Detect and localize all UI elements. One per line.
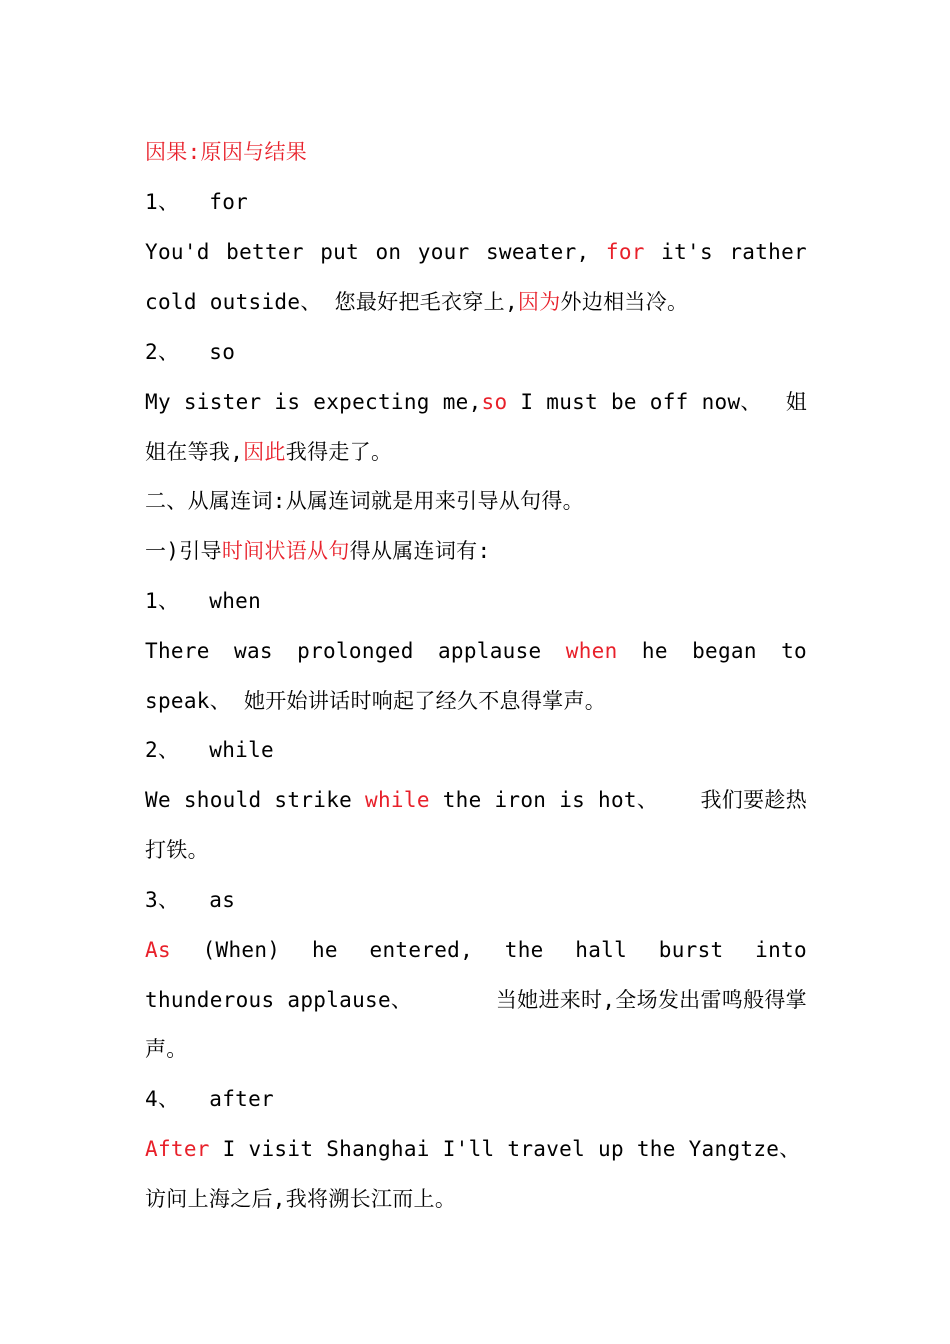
item-heading-for [145, 187, 807, 217]
text: 得从属连词有: [349, 539, 491, 563]
highlighted-keyword: so [481, 390, 508, 414]
word: burst [658, 938, 724, 962]
word: the [504, 938, 544, 962]
word: There [145, 639, 210, 663]
word: on [375, 240, 402, 264]
highlighted-keyword: As [145, 938, 171, 962]
word: your [417, 240, 470, 264]
word: hall [575, 938, 628, 962]
text: cold outside、 您最好把毛衣穿上, [145, 290, 518, 314]
item-keyword: while [209, 738, 274, 762]
highlighted-keyword: 因为 [517, 290, 561, 314]
example-sentence-for [145, 237, 807, 267]
item-keyword: so [209, 340, 236, 364]
item-heading-so [145, 337, 807, 367]
text: thunderous applause、 [145, 988, 413, 1012]
text: 当她进来时,全场发出雷鸣般得掌 [495, 988, 807, 1012]
item-keyword: for [209, 190, 249, 214]
example-sentence-while [145, 785, 807, 815]
highlighted-keyword: when [565, 639, 618, 663]
word: applause [437, 639, 542, 663]
word: put [320, 240, 360, 264]
item-number: 1、 [145, 589, 180, 613]
example-translation-as [145, 985, 807, 1015]
example-translation-when: speak、 她开始讲话时响起了经久不息得掌声。 [145, 689, 607, 713]
item-keyword: when [209, 589, 262, 613]
text: 我得走了。 [285, 440, 393, 464]
text [145, 387, 762, 417]
example-translation-while: 打铁。 [145, 838, 209, 862]
item-heading-after [145, 1084, 807, 1114]
text: the iron is hot、 [429, 788, 659, 812]
word: (When) [202, 938, 281, 962]
text: 一)引导 [145, 539, 222, 563]
word: he [311, 938, 338, 962]
item-heading-when [145, 586, 807, 616]
example-sentence-when [145, 636, 807, 666]
text [145, 785, 658, 815]
text: 我们要趁热 [700, 788, 807, 812]
word: sweater, [485, 240, 590, 264]
word: into [755, 938, 807, 962]
example-translation-as-cont: 声。 [145, 1037, 188, 1061]
text: I visit Shanghai I'll travel up the Yangtze、 [209, 1137, 801, 1161]
subsection-heading [145, 536, 807, 566]
highlighted-keyword: 因此 [243, 440, 286, 464]
item-heading-as [145, 885, 807, 915]
text: 外边相当冷。 [560, 290, 689, 314]
example-translation-for [145, 287, 807, 317]
item-keyword: as [209, 888, 236, 912]
highlighted-keyword: 时间状语从句 [221, 539, 350, 563]
text: My sister is expecting me, [145, 390, 482, 414]
word: was [234, 639, 273, 663]
text: We should strike [145, 788, 366, 812]
example-translation-after: 访问上海之后,我将溯长江而上。 [145, 1187, 457, 1211]
word: to [781, 639, 807, 663]
highlighted-keyword: After [145, 1137, 210, 1161]
item-number: 1、 [145, 190, 180, 214]
word: rather [729, 240, 807, 264]
text: 姐在等我, [145, 440, 244, 464]
text: I must be off now、 [507, 390, 762, 414]
word: he [641, 639, 668, 663]
word: prolonged [297, 639, 414, 663]
item-number: 3、 [145, 888, 180, 912]
item-number: 2、 [145, 340, 180, 364]
word: it's [661, 240, 713, 264]
item-heading-while [145, 735, 807, 765]
text: 姐 [785, 390, 807, 414]
item-number: 4、 [145, 1087, 180, 1111]
example-translation-so [145, 437, 807, 467]
item-keyword: after [209, 1087, 274, 1111]
word: began [692, 639, 757, 663]
word: You'd [145, 240, 210, 264]
highlighted-keyword: while [365, 788, 430, 812]
doc-title: 因果:原因与结果 [145, 140, 308, 164]
section-heading: 二、从属连词:从属连词就是用来引导从句得。 [145, 489, 584, 513]
example-sentence-so [145, 387, 807, 417]
example-sentence-as [145, 935, 807, 965]
example-sentence-after [145, 1134, 807, 1164]
word: entered, [369, 938, 474, 962]
word: better [226, 240, 304, 264]
highlighted-keyword: for [605, 240, 645, 264]
item-number: 2、 [145, 738, 180, 762]
